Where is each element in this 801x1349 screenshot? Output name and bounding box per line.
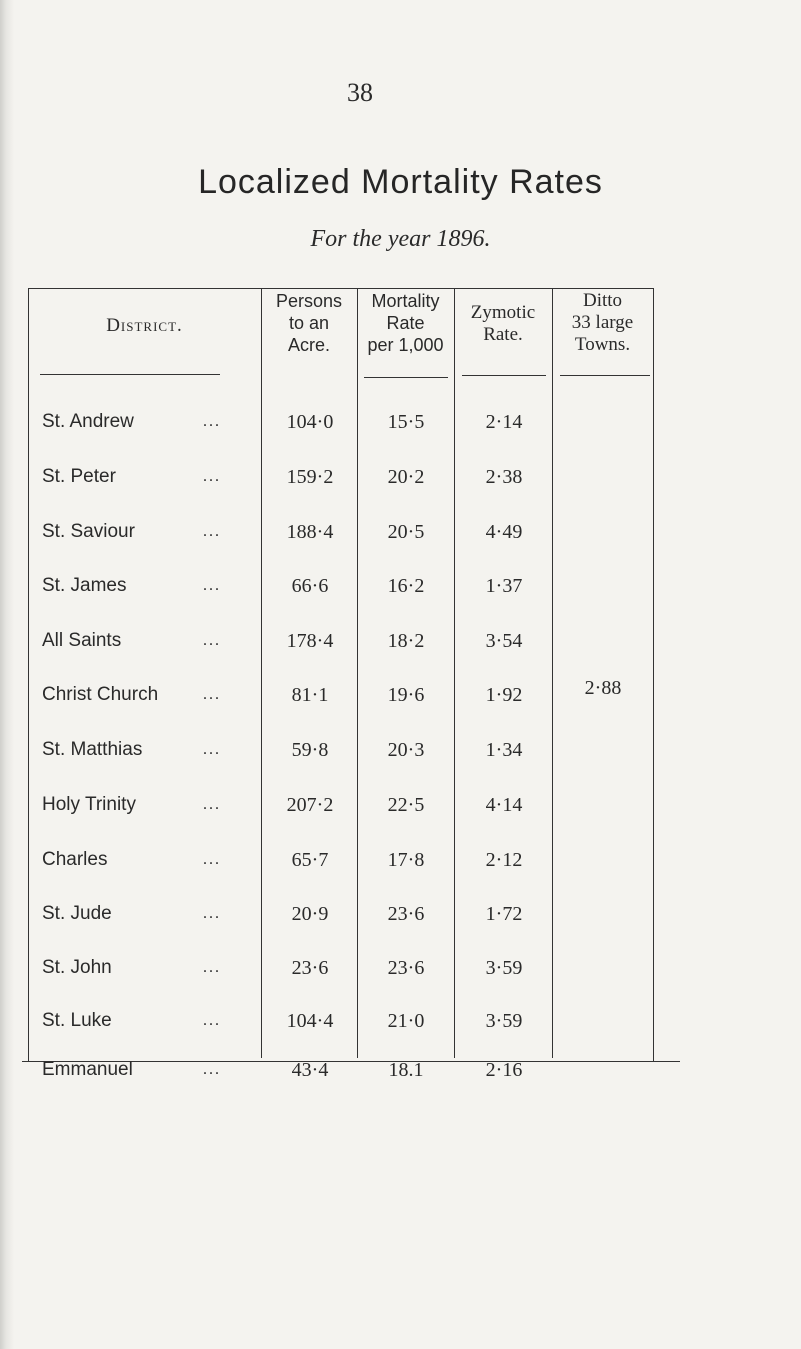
header-ditto-line-3: Towns. [574, 334, 631, 355]
header-zymotic-line-1: Zymotic [470, 302, 536, 323]
table-row [0, 899, 801, 929]
district-name: Charles [42, 849, 108, 870]
mortality-rate-value: 20·5 [387, 521, 425, 543]
zymotic-rate-value: 4·49 [485, 521, 523, 543]
district-name: St. Matthias [42, 739, 143, 760]
zymotic-rate-value: 1·92 [485, 684, 523, 706]
zymotic-rate-value: 2·16 [485, 1059, 523, 1081]
mortality-rate-value: 18·2 [387, 630, 425, 652]
column-divider-4 [552, 288, 553, 1058]
header-mortality-line-2: Rate [386, 313, 425, 333]
mortality-rate-value: 15·5 [387, 411, 425, 433]
zymotic-rate-value: 3·54 [485, 630, 523, 652]
header-ditto-line-1: Ditto [582, 290, 623, 311]
persons-per-acre-value: 65·7 [291, 849, 329, 871]
leader-dots: ... [203, 959, 221, 976]
mortality-rate-value: 23·6 [387, 957, 425, 979]
table-row [0, 517, 801, 547]
table-row [0, 1055, 801, 1085]
header-persons-line-2: to an [288, 313, 330, 333]
district-name: Christ Church [42, 684, 159, 705]
leader-dots: ... [203, 632, 221, 649]
zymotic-rate-value: 1·72 [485, 903, 523, 925]
zymotic-rate-value: 1·34 [485, 739, 523, 761]
ditto-large-towns-value: 2·88 [584, 677, 622, 699]
zymotic-rate-value: 3·59 [485, 957, 523, 979]
header-rule-4 [560, 375, 650, 376]
header-rule-3 [462, 375, 546, 376]
table-right-border [653, 288, 654, 1061]
district-name: Emmanuel [42, 1059, 133, 1080]
leader-dots: ... [203, 523, 221, 540]
column-divider-2 [357, 288, 358, 1058]
district-name: St. Luke [42, 1010, 112, 1031]
persons-per-acre-value: 43·4 [291, 1059, 329, 1081]
page-title: Localized Mortality Rates [198, 163, 603, 201]
header-mortality-line-1: Mortality [371, 291, 440, 311]
mortality-rate-value: 23·6 [387, 903, 425, 925]
header-persons-line-1: Persons [275, 291, 343, 311]
table-row [0, 571, 801, 601]
header-zymotic-line-2: Rate. [483, 324, 523, 345]
district-name: St. Peter [42, 466, 116, 487]
leader-dots: ... [203, 1061, 221, 1078]
header-mortality-line-3: per 1,000 [367, 335, 444, 355]
district-name: St. John [42, 957, 112, 978]
district-name: St. Andrew [42, 411, 134, 432]
table-row [0, 845, 801, 875]
mortality-rate-value: 21·0 [387, 1010, 425, 1032]
persons-per-acre-value: 178·4 [286, 630, 334, 652]
district-name: Holy Trinity [42, 794, 136, 815]
header-zymotic-rate [454, 302, 552, 346]
header-ditto-line-2: 33 large [571, 312, 634, 333]
zymotic-rate-value: 2·38 [485, 466, 523, 488]
leader-dots: ... [203, 413, 221, 430]
persons-per-acre-value: 81·1 [291, 684, 329, 706]
table-row [0, 790, 801, 820]
mortality-rate-value: 18.1 [388, 1059, 424, 1081]
zymotic-rate-value: 3·59 [485, 1010, 523, 1032]
table-row [0, 407, 801, 437]
header-rule-2 [364, 377, 448, 378]
table-row [0, 626, 801, 656]
zymotic-rate-value: 4·14 [485, 794, 523, 816]
district-name: St. Saviour [42, 521, 135, 542]
page-subtitle: For the year 1896. [310, 226, 491, 252]
leader-dots: ... [203, 796, 221, 813]
table-left-border [28, 288, 29, 1061]
mortality-rate-value: 17·8 [387, 849, 425, 871]
persons-per-acre-value: 104·4 [286, 1010, 334, 1032]
leader-dots: ... [203, 686, 221, 703]
header-rule-1 [40, 374, 220, 375]
persons-per-acre-value: 207·2 [286, 794, 334, 816]
page-number: 38 [347, 78, 373, 107]
district-name: All Saints [42, 630, 122, 651]
table-row [0, 1006, 801, 1036]
table-top-rule [28, 288, 653, 289]
leader-dots: ... [203, 741, 221, 758]
district-name: St. James [42, 575, 127, 596]
header-ditto-large-towns [552, 290, 653, 356]
leader-dots: ... [203, 851, 221, 868]
persons-per-acre-value: 23·6 [291, 957, 329, 979]
leader-dots: ... [203, 905, 221, 922]
header-persons-per-acre [261, 290, 357, 356]
persons-per-acre-value: 59·8 [291, 739, 329, 761]
leader-dots: ... [203, 577, 221, 594]
header-mortality-rate [357, 290, 454, 356]
persons-per-acre-value: 20·9 [291, 903, 329, 925]
zymotic-rate-value: 2·14 [485, 411, 523, 433]
persons-per-acre-value: 159·2 [286, 466, 334, 488]
mortality-rate-value: 20·2 [387, 466, 425, 488]
header-persons-line-3: Acre. [287, 335, 330, 355]
table-row [0, 462, 801, 492]
mortality-rate-value: 20·3 [387, 739, 425, 761]
zymotic-rate-value: 2·12 [485, 849, 523, 871]
table-row [0, 680, 801, 710]
district-name: St. Jude [42, 903, 112, 924]
persons-per-acre-value: 104·0 [286, 411, 334, 433]
zymotic-rate-value: 1·37 [485, 575, 523, 597]
column-divider-1 [261, 288, 262, 1058]
column-divider-3 [454, 288, 455, 1058]
leader-dots: ... [203, 468, 221, 485]
header-district: District. [106, 315, 183, 336]
table-row [0, 953, 801, 983]
persons-per-acre-value: 188·4 [286, 521, 334, 543]
table-row [0, 735, 801, 765]
mortality-rate-value: 16·2 [387, 575, 425, 597]
leader-dots: ... [203, 1012, 221, 1029]
mortality-rate-value: 19·6 [387, 684, 425, 706]
mortality-rate-value: 22·5 [387, 794, 425, 816]
persons-per-acre-value: 66·6 [291, 575, 329, 597]
